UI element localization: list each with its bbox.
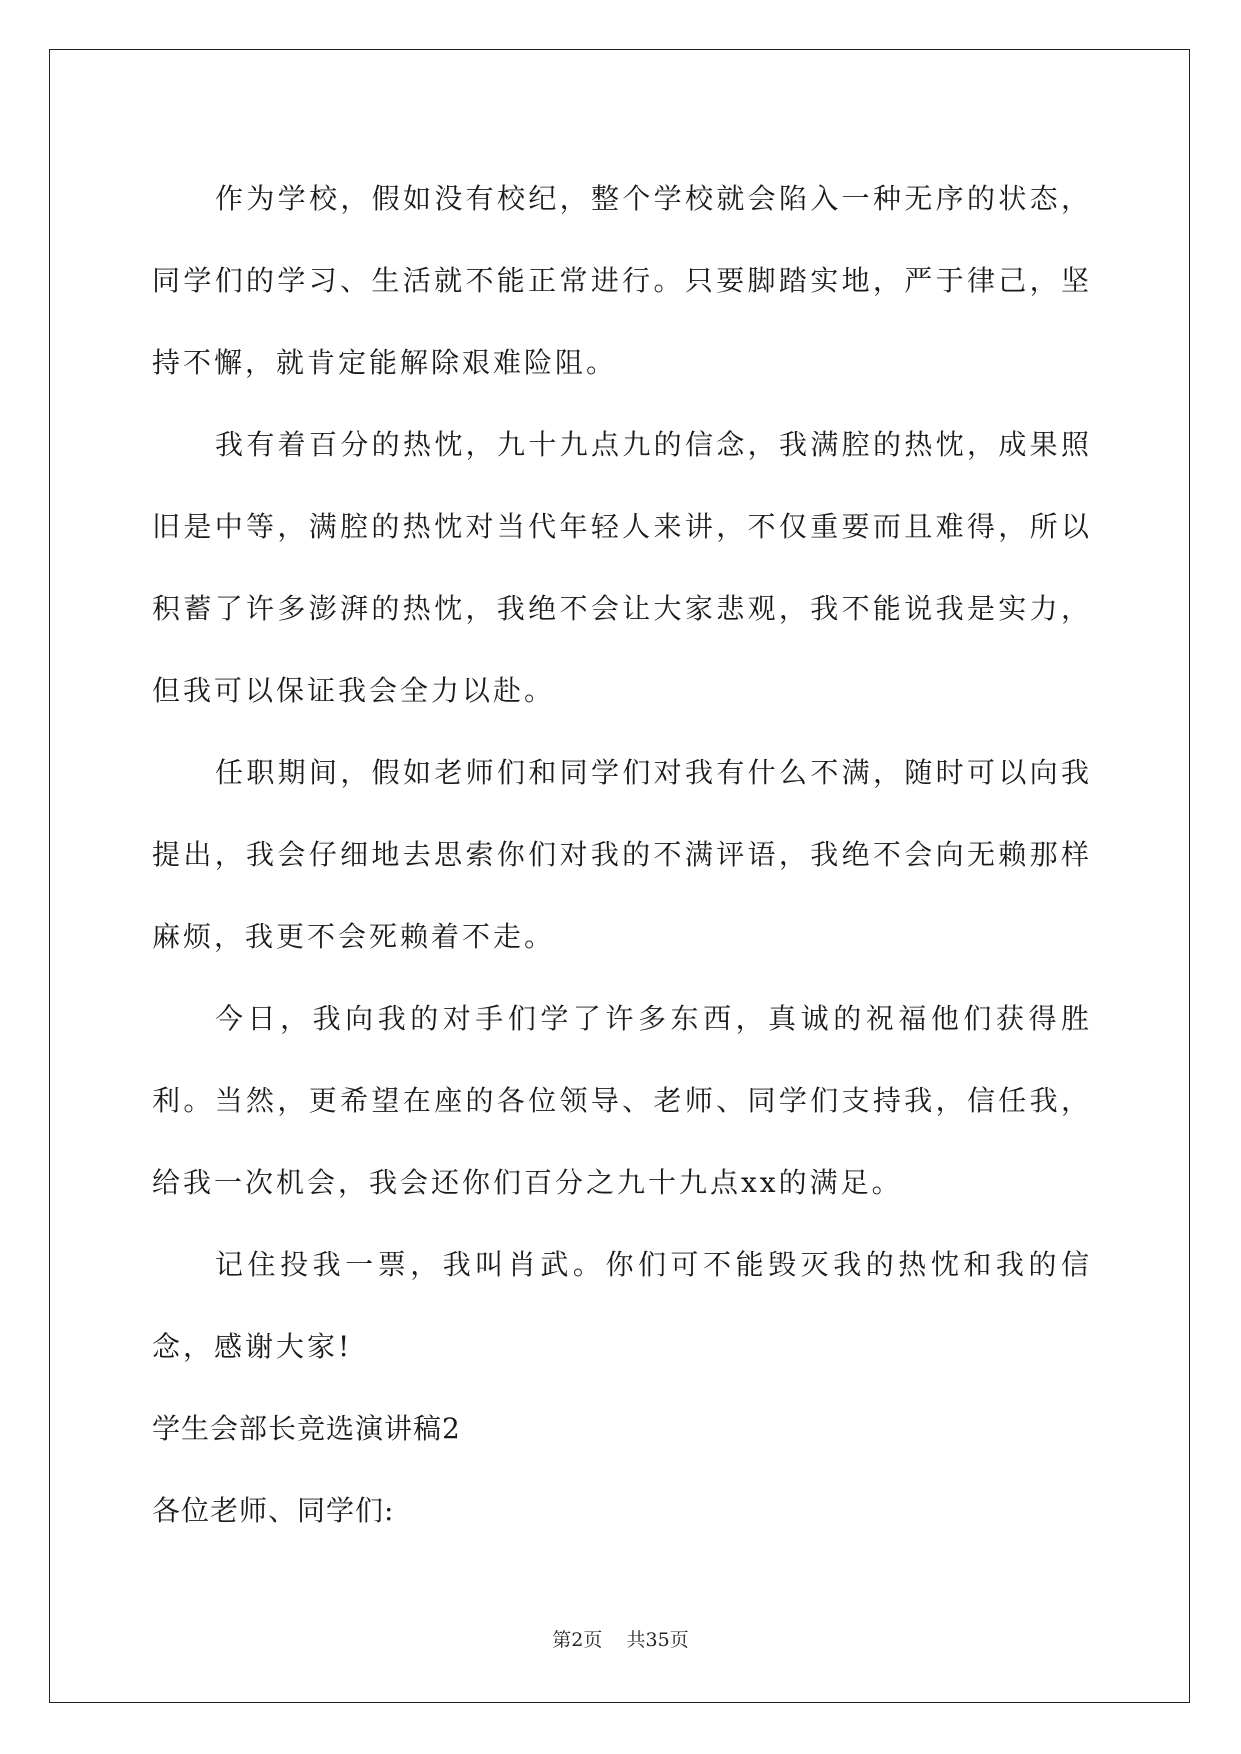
- paragraph-opponents: 今日，我向我的对手们学了许多东西，真诚的祝福他们获得胜利。当然，更希望在座的各位领导、老师、同学们支持我，信任我，给我一次机会，我会还你们百分之九十九点xx的满足。: [152, 1002, 1092, 1199]
- section-title: 学生会部长竞选演讲稿2: [152, 1412, 461, 1445]
- salutation: 各位老师、同学们:: [152, 1494, 395, 1527]
- page-footer: [0, 1625, 1241, 1652]
- paragraph-vote-request: 记住投我一票，我叫肖武。你们可不能毁灭我的热忱和我的信念，感谢大家!: [152, 1248, 1092, 1363]
- page-number: 第2页: [552, 1629, 603, 1651]
- paragraph-enthusiasm: 我有着百分的热忱，九十九点九的信念，我满腔的热忱，成果照旧是中等，满腔的热忱对当代年轻人来讲，不仅重要而且难得，所以积蓄了许多澎湃的热忱，我绝不会让大家悲观，我不能说我是实力，但我可以保证我会全力以赴。: [152, 428, 1092, 707]
- footer-gap: [602, 1629, 626, 1651]
- document-body: [152, 158, 1092, 1552]
- paragraph-term-of-office: 任职期间，假如老师们和同学们对我有什么不满，随时可以向我提出，我会仔细地去思索你们对我的不满评语，我绝不会向无赖那样麻烦，我更不会死赖着不走。: [152, 756, 1092, 953]
- paragraph-school-discipline: 作为学校，假如没有校纪，整个学校就会陷入一种无序的状态，同学们的学习、生活就不能正常进行。只要脚踏实地，严于律己，坚持不懈，就肯定能解除艰难险阻。: [152, 182, 1092, 379]
- page-total: 共35页: [626, 1629, 689, 1651]
